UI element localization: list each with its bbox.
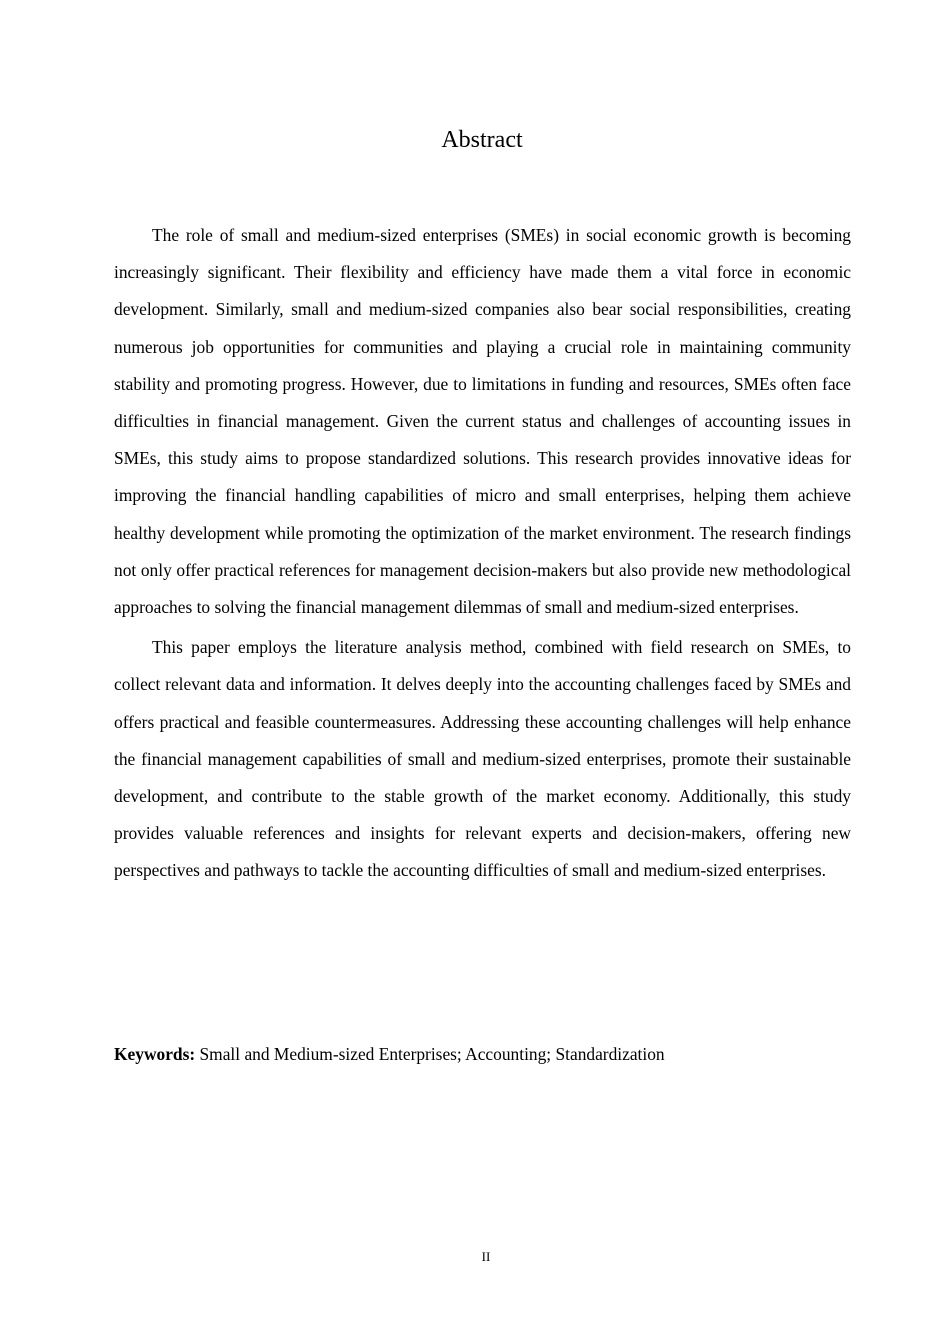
keywords-line — [114, 1038, 851, 1070]
page-title: Abstract — [441, 127, 523, 153]
abstract-body — [114, 217, 851, 890]
abstract-paragraph-1: The role of small and medium-sized enterprises (SMEs) in social economic growth is becoming increasingly significant. Their flexibility and efficiency have made them a vital force in economic development. Similarly, small and medium-sized companies also bear social responsibilities, creating numerous job opportunities for communities and playing a crucial role in maintaining community stability and promoting progress. However, due to limitations in funding and resources, SMEs often face difficulties in financial management. Given the current status and challenges of accounting issues in SMEs, this study aims to propose standardized solutions. This research provides innovative ideas for improving the financial handling capabilities of micro and small enterprises, helping them achieve healthy development while promoting the optimization of the market environment. The research findings not only offer practical references for management decision-makers but also provide new methodological approaches to solving the financial management dilemmas of small and medium-sized enterprises. — [114, 225, 851, 618]
page-number: II — [481, 1249, 491, 1264]
abstract-paragraph-2: This paper employs the literature analysis method, combined with field research on SMEs, to collect relevant data and information. It delves deeply into the accounting challenges faced by SMEs and offers practical and feasible countermeasures. Addressing these accounting challenges will help enhance the financial management capabilities of small and medium-sized enterprises, promote their sustainable development, and contribute to the stable growth of the market economy. Additionally, this study provides valuable references and insights for relevant experts and decision-makers, offering new perspectives and pathways to tackle the accounting difficulties of small and medium-sized enterprises. — [114, 637, 851, 881]
keywords-text: Small and Medium-sized Enterprises; Accounting; Standardization — [199, 1044, 665, 1064]
keywords-label: Keywords: — [114, 1044, 196, 1064]
